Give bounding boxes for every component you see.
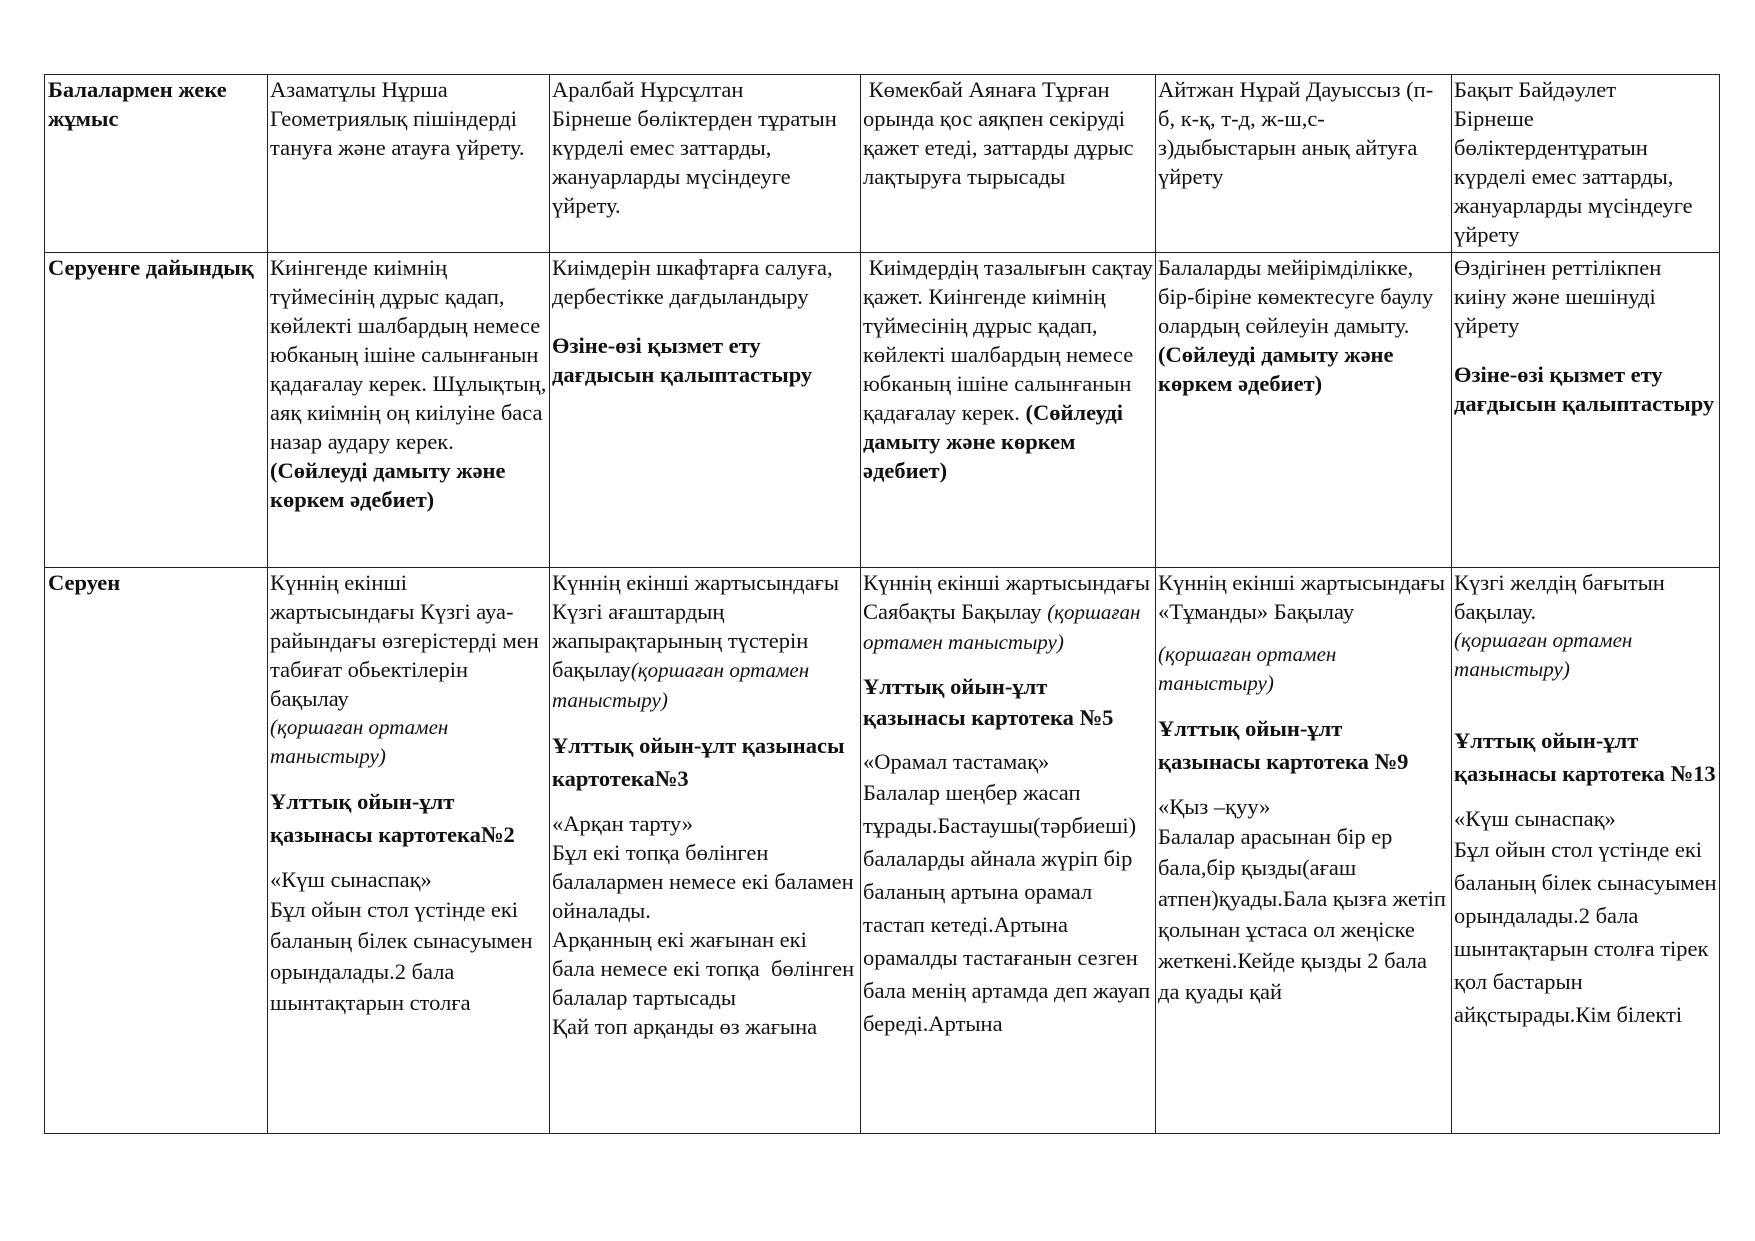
subject-tag: Өзіне-өзі қызмет ету дағдысын қалыптастыру bbox=[552, 333, 813, 387]
game-title: Ұлттық ойын-ұлт қазынасы картотека №5 bbox=[863, 674, 1114, 730]
table-row bbox=[45, 568, 1720, 1134]
subject-tag: (Сөйлеуді дамыту және көркем әдебиет) bbox=[270, 458, 506, 512]
game-description-3: Қай топ арқанды өз жағына bbox=[552, 1014, 818, 1039]
game-name: «Орамал тастамақ» bbox=[863, 749, 1050, 774]
game-name: «Қыз –қуу» bbox=[1158, 794, 1271, 819]
cell bbox=[268, 253, 550, 568]
cell-text: Бірнеше бөліктердентұратын күрделі емес заттарды, жануарларды мүсіндеуге үйрету bbox=[1454, 106, 1693, 247]
plan-table bbox=[44, 74, 1720, 1134]
observation-text: Күннің екінші жартысындағы Саябақты Бақылау (қоршаған ортамен таныстыру) bbox=[863, 570, 1151, 654]
game-title: Ұлттық ойын-ұлт қазынасы картотека №13 bbox=[1454, 728, 1716, 786]
cell-text: Киінгенде киімнің түймесінің дұрыс қадап, көйлекті шалбардың немесе юбканың ішіне салынғанын қадағалау керек. Шұлықтың, аяқ киімнің оң киілуіне баса назар аудару керек. bbox=[270, 255, 547, 454]
cell bbox=[1156, 253, 1452, 568]
game-title: Ұлттық ойын-ұлт қазынасы картотека №9 bbox=[1158, 716, 1409, 774]
cell bbox=[1452, 568, 1720, 1134]
cell-text: Көмекбай Аянаға Тұрған орында қос аяқпен секіруді қажет етеді, заттарды дұрыс лақтыруға тырысады bbox=[863, 77, 1140, 189]
cell bbox=[550, 75, 861, 253]
cell bbox=[861, 568, 1156, 1134]
observation-text: Күзгі желдің бағытын бақылау. bbox=[1454, 570, 1665, 624]
subject-tag: (Сөйлеуді дамыту және көркем әдебиет) bbox=[863, 400, 1129, 483]
game-title: Ұлттық ойын-ұлт қазынасы картотека№3 bbox=[552, 733, 845, 791]
cell bbox=[1452, 253, 1720, 568]
game-name: «Күш сынаспақ» bbox=[1454, 806, 1616, 831]
table-row bbox=[45, 75, 1720, 253]
cell bbox=[550, 253, 861, 568]
subject-note: (қоршаған ортамен таныстыру) bbox=[1454, 628, 1633, 681]
game-title: Ұлттық ойын-ұлт қазынасы картотека№2 bbox=[270, 789, 515, 847]
cell-text-main: Киімдердің тазалығын сақтау қажет. Киінгенде киімнің түймесінің дұрыс қадап, көйлекті шалбардың немесе юбканың ішіне салынғанын қадағалау керек. bbox=[863, 255, 1159, 425]
child-name: Аралбай Нұрсұлтан bbox=[552, 77, 744, 102]
cell-text: Айтжан Нұрай Дауыссыз (п-б, к-қ, т-д, ж-ш,с-з)дыбыстарын анық айтуға үйрету bbox=[1158, 77, 1434, 189]
cell bbox=[550, 568, 861, 1134]
subject-note: (қоршаған ортамен таныстыру) bbox=[863, 600, 1141, 654]
game-name: «Күш сынаспақ» bbox=[270, 867, 432, 892]
observation-text: Күннің екінші жартысындағы «Тұманды» Бақылау bbox=[1158, 570, 1446, 624]
subject-note: (қоршаған ортамен таныстыру) bbox=[270, 715, 449, 768]
subject-note: (қоршаған ортамен таныстыру) bbox=[1158, 642, 1337, 695]
cell-text: Өздігінен реттілікпен киіну және шешінуді үйрету bbox=[1454, 255, 1662, 338]
row-label: Серуен bbox=[45, 568, 268, 1134]
game-description: Бұл ойын стол үстінде екі баланың білек сынасуымен орындалады.2 бала шынтақтарын столға bbox=[270, 897, 533, 1015]
cell bbox=[861, 253, 1159, 568]
subject-note: (қоршаған ортамен таныстыру) bbox=[552, 658, 810, 712]
observation-text: Күннің екінші жартысындағы Күзгі ауа-райындағы өзгерістерді мен табиғат обьектілерін бақылау bbox=[270, 570, 539, 711]
row-label: Серуенге дайындық bbox=[45, 253, 268, 568]
observation-text: Күннің екінші жартысындағы Күзгі ағаштардың жапырақтарының түстерін бақылау(қоршаған ортамен таныстыру) bbox=[552, 570, 840, 712]
cell bbox=[268, 568, 550, 1134]
cell-text bbox=[1158, 253, 1449, 398]
cell bbox=[268, 75, 550, 253]
table-row bbox=[45, 253, 1720, 568]
cell bbox=[1452, 75, 1720, 253]
subject-tag: Өзіне-өзі қызмет ету дағдысын қалыптастыру bbox=[1454, 362, 1715, 416]
row-label: Балалармен жеке жұмыс bbox=[45, 75, 268, 253]
cell-text: Киімдерін шкафтарға салуға, дербестікке дағдыландыру bbox=[552, 255, 833, 309]
cell-text-main: Балаларды мейірімділікке, бір-біріне көмектесуге баулу олардың сөйлеуін дамыту. bbox=[1158, 255, 1434, 338]
cell bbox=[1156, 75, 1452, 253]
cell bbox=[861, 75, 1156, 253]
child-name: Азаматұлы Нұрша bbox=[270, 77, 448, 102]
game-description: Балалар шеңбер жасап тұрады.Бастаушы(тәрбиеші) балаларды айнала жүріп бір баланың артына орамал тастап кетеді.Артына орамалды тастағанын сезген бала менің артамда деп жауап береді.Артына bbox=[863, 780, 1151, 1036]
cell-text bbox=[863, 253, 1159, 485]
cell bbox=[1156, 568, 1452, 1134]
game-description: Балалар арасынан бір ер бала,бір қызды(ағаш атпен)қуады.Бала қызға жетіп қолынан ұстаса ол жеңіске жеткені.Кейде қызды 2 бала да қуады қай bbox=[1158, 824, 1446, 1004]
subject-tag: (Сөйлеуді дамыту және көркем әдебиет) bbox=[1158, 342, 1394, 396]
game-description-2: Арқанның екі жағынан екі бала немесе екі топқа бөлінген балалар тартысады bbox=[552, 927, 860, 1010]
child-name: Бақыт Байдәулет bbox=[1454, 77, 1617, 102]
cell-text: Бірнеше бөліктерден тұратын күрделі емес заттарды, жануарларды мүсіндеуге үйрету. bbox=[552, 106, 837, 218]
game-name: «Арқан тарту» bbox=[552, 811, 693, 836]
game-description: Бұл ойын стол үстінде екі баланың білек сынасуымен орындалады.2 бала шынтақтарын столға тірек қол бастарын айқстырады.Кім білекті bbox=[1454, 837, 1717, 1027]
game-description: Бұл екі топқа бөлінген балалармен немесе екі баламен ойналады. bbox=[552, 840, 854, 923]
cell-text: Геометриялық пішіндерді тануға және атауға үйрету. bbox=[270, 106, 525, 160]
